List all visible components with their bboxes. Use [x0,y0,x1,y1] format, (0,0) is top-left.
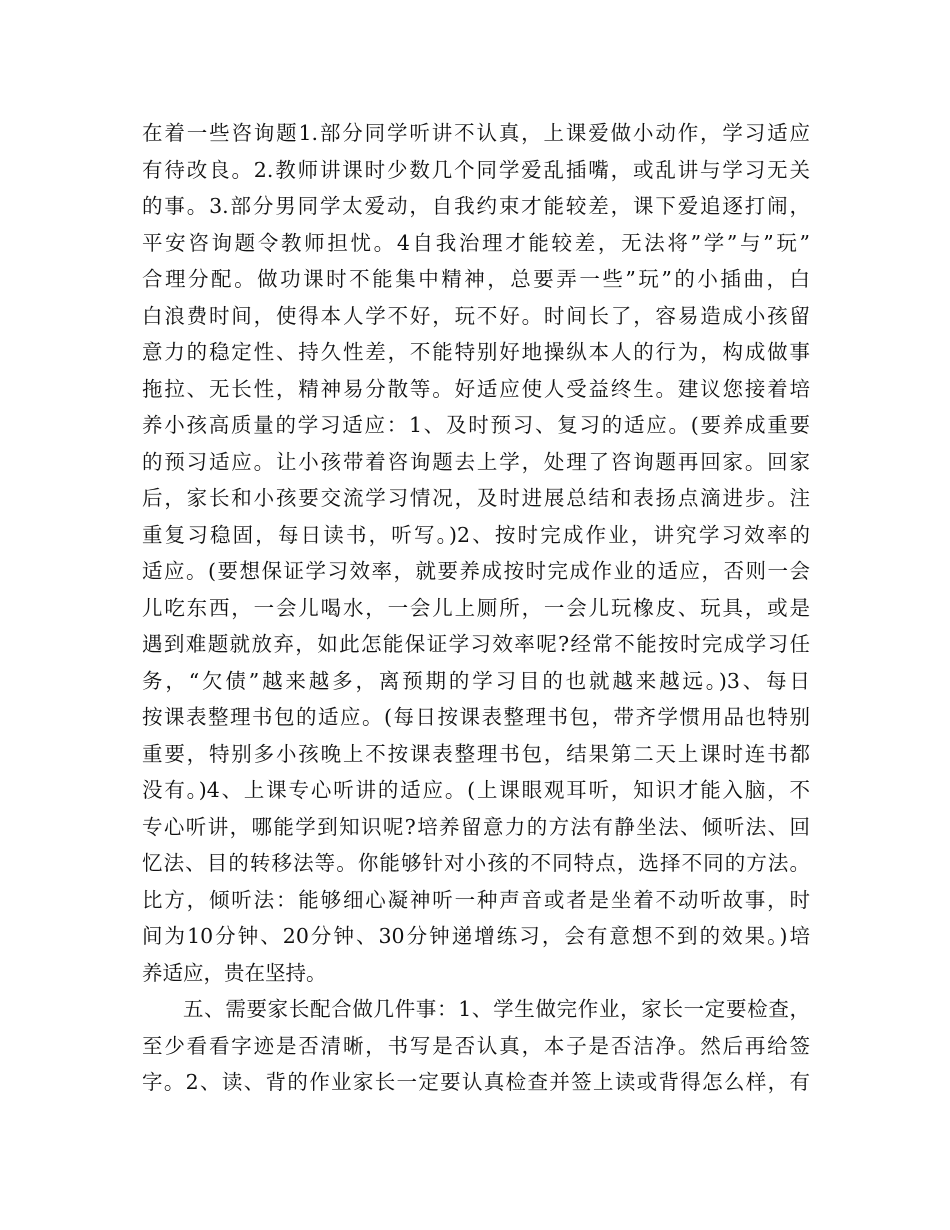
text-line: 没有。)4、上课专心听讲的适应。(上课眼观耳听，知识才能入脑，不 [142,778,810,802]
text-line: 按课表整理书包的适应。(每日按课表整理书包，带齐学惯用品也特别 [142,705,810,729]
text-line: 字。2、读、背的作业家长一定要认真检查并签上读或背得怎么样，有 [142,1070,810,1094]
text-line: 的预习适应。让小孩带着咨询题去上学，处理了咨询题再回家。回家 [142,449,810,474]
text-line: 重要，特别多小孩晚上不按课表整理书包，结果第二天上课时连书都 [142,741,810,766]
text-line: 儿吃东西，一会儿喝水，一会儿上厕所，一会儿玩橡皮、玩具，或是 [142,595,810,620]
text-line: 合理分配。做功课时不能集中精神，总要弄一些”玩”的小插曲，白 [142,267,810,291]
text-line: 的事。3.部分男同学太爱动，自我约束才能较差，课下爱追逐打闹， [142,194,810,218]
text-line: 后，家长和小孩要交流学习情况，及时进展总结和表扬点滴进步。注 [142,486,810,510]
text-line: 白浪费时间，使得本人学不好，玩不好。时间长了，容易造成小孩留 [142,303,810,328]
text-line: 间为10分钟、20分钟、30分钟递增练习，会有意想不到的效果。)培 [142,924,810,948]
paragraph [142,991,810,1101]
text-line: 适应。(要想保证学习效率，就要养成按时完成作业的适应，否则一会 [142,559,810,583]
document-body [142,115,810,1101]
text-line: 务，“欠债”越来越多，离预期的学习目的也就越来越远。)3、每日 [142,668,810,693]
text-line: 遇到难题就放弃，如此怎能保证学习效率呢?经常不能按时完成学习任 [142,632,810,656]
text-line: 拖拉、无长性，精神易分散等。好适应使人受益终生。建议您接着培 [142,376,810,401]
text-line: 平安咨询题令教师担忧。4自我治理才能较差，无法将”学”与”玩” [142,230,810,255]
text-line: 五、需要家长配合做几件事：1、学生做完作业，家长一定要检查， [183,997,810,1021]
text-line: 在着一些咨询题1.部分同学听讲不认真，上课爱做小动作，学习适应 [142,121,810,145]
text-line: 有待改良。2.教师讲课时少数几个同学爱乱插嘴，或乱讲与学习无关 [142,157,810,182]
text-line: 专心听讲，哪能学到知识呢?培养留意力的方法有静坐法、倾听法、回 [142,814,810,839]
text-line: 忆法、目的转移法等。你能够针对小孩的不同特点，选择不同的方法。 [142,851,810,875]
text-line: 养适应，贵在坚持。 [142,960,327,985]
paragraph [142,115,810,991]
text-line: 至少看看字迹是否清晰，书写是否认真，本子是否洁净。然后再给签 [142,1033,810,1058]
text-line: 重复习稳固，每日读书，听写。)2、按时完成作业，讲究学习效率的 [142,522,810,547]
text-line: 养小孩高质量的学习适应：1、及时预习、复习的适应。(要养成重要 [142,413,810,437]
text-line: 意力的稳定性、持久性差，不能特别好地操纵本人的行为，构成做事 [142,340,810,364]
text-line: 比方，倾听法：能够细心凝神听一种声音或者是坐着不动听故事，时 [142,887,810,912]
